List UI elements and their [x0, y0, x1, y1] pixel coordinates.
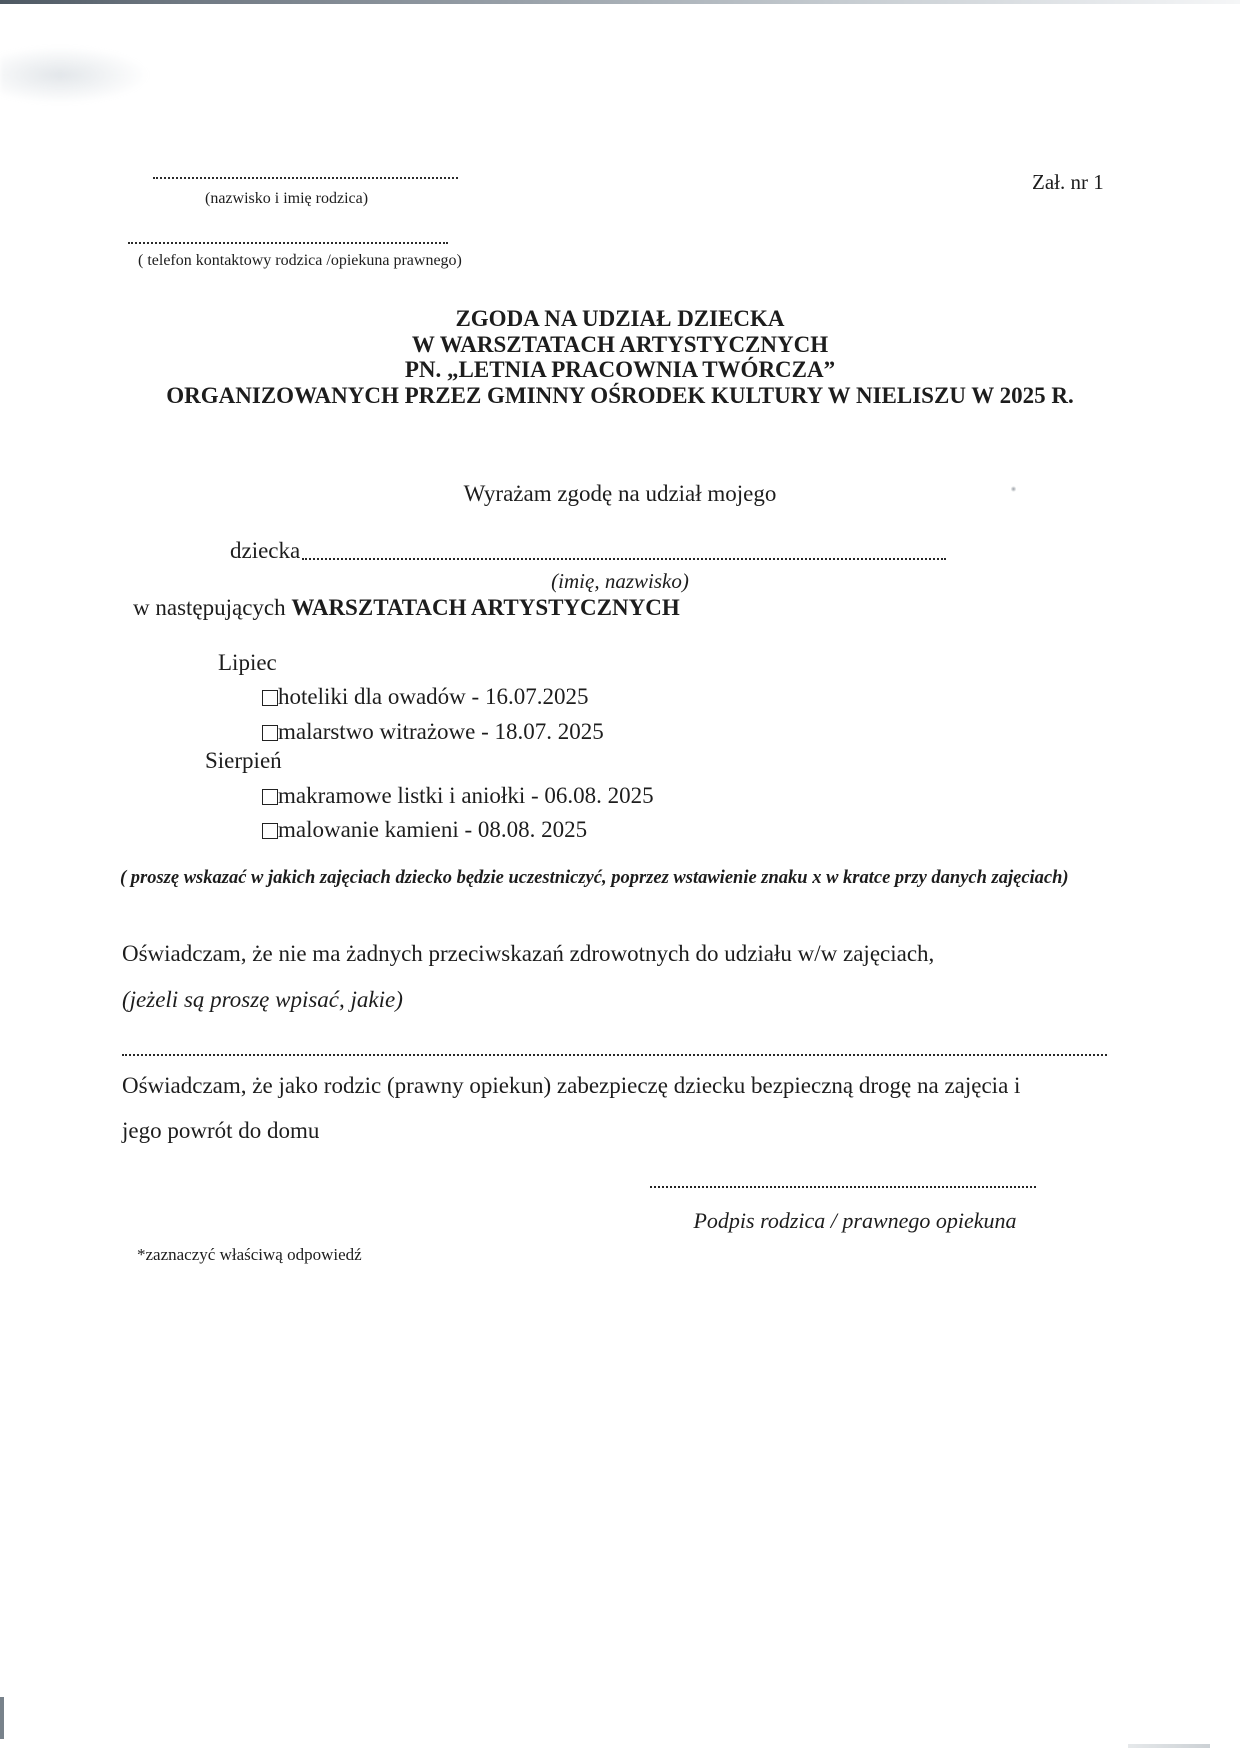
- child-field-prefix: dziecka: [230, 538, 301, 563]
- title-line-2: W WARSZTATACH ARTYSTYCZNYCH: [411, 331, 829, 357]
- following-bold: WARSZTATACH ARTYSTYCZNYCH: [291, 595, 680, 620]
- workshop-item: [262, 684, 588, 710]
- parent-name-fill-line[interactable]: [153, 175, 458, 179]
- workshop-item: [262, 817, 587, 843]
- phone-fill-line[interactable]: [128, 240, 448, 244]
- signature-caption: Podpis rodzica / prawnego opiekuna: [693, 1208, 1017, 1233]
- attachment-label: Zał. nr 1: [1032, 170, 1104, 194]
- scan-artifact-smudge: [0, 46, 150, 104]
- title-line-4: ORGANIZOWANYCH PRZEZ GMINNY OŚRODEK KULTURY W NIELISZU W 2025 R.: [166, 382, 1074, 408]
- document-title: [0, 306, 1240, 408]
- title-line-3: PN. „LETNIA PRACOWNIA TWÓRCZA”: [404, 357, 836, 382]
- workshop-label: hoteliki dla owadów - 16.07.2025: [278, 684, 589, 709]
- workshop-item: [262, 783, 654, 809]
- health-statement: Oświadczam, że nie ma żadnych przeciwskazań zdrowotnych do udziału w/w zajęciach,: [122, 941, 935, 966]
- scan-artifact-left-edge: [0, 1697, 4, 1739]
- footnote: *zaznaczyć właściwą odpowiedź: [137, 1245, 362, 1264]
- child-field-caption: (imię, nazwisko): [551, 569, 689, 593]
- child-name-fill-line[interactable]: [302, 558, 946, 560]
- consent-intro: Wyrażam zgodę na udział mojego: [463, 481, 777, 506]
- following-workshops-line: [133, 595, 680, 621]
- safety-statement-line-1: Oświadczam, że jako rodzic (prawny opiekun) zabezpieczę dziecku bezpieczną drogę na zajęcia i: [122, 1073, 1021, 1098]
- child-name-field: [230, 538, 946, 564]
- workshop-checkbox[interactable]: [262, 725, 278, 741]
- scan-artifact-bottom-edge: [1128, 1744, 1210, 1748]
- health-statement-note: (jeżeli są proszę wpisać, jakie): [122, 987, 403, 1012]
- workshop-label: malarstwo witrażowe - 18.07. 2025: [278, 719, 604, 744]
- scan-artifact-top-edge: [0, 0, 1240, 4]
- month-heading-july: Lipiec: [218, 650, 277, 675]
- title-line-1: ZGODA NA UDZIAŁ DZIECKA: [455, 306, 785, 331]
- workshop-item: [262, 719, 604, 745]
- workshop-checkbox[interactable]: [262, 690, 278, 706]
- workshop-label: makramowe listki i aniołki - 06.08. 2025: [278, 783, 654, 808]
- workshop-checkbox[interactable]: [262, 789, 278, 805]
- phone-caption: ( telefon kontaktowy rodzica /opiekuna prawnego): [138, 252, 462, 269]
- checkbox-instruction-note: ( proszę wskazać w jakich zajęciach dziecko będzie uczestniczyć, poprzez wstawienie znaku x w kratce przy danych zajęciach): [120, 868, 1069, 888]
- month-heading-august: Sierpień: [205, 748, 282, 773]
- workshop-checkbox[interactable]: [262, 823, 278, 839]
- parent-name-caption: (nazwisko i imię rodzica): [205, 190, 369, 207]
- following-prefix: w następujących: [133, 595, 286, 620]
- workshop-label: malowanie kamieni - 08.08. 2025: [278, 817, 588, 842]
- contraindications-fill-line[interactable]: [122, 1040, 1107, 1056]
- signature-fill-line[interactable]: [650, 1172, 1036, 1188]
- safety-statement-line-2: jego powrót do domu: [122, 1118, 320, 1143]
